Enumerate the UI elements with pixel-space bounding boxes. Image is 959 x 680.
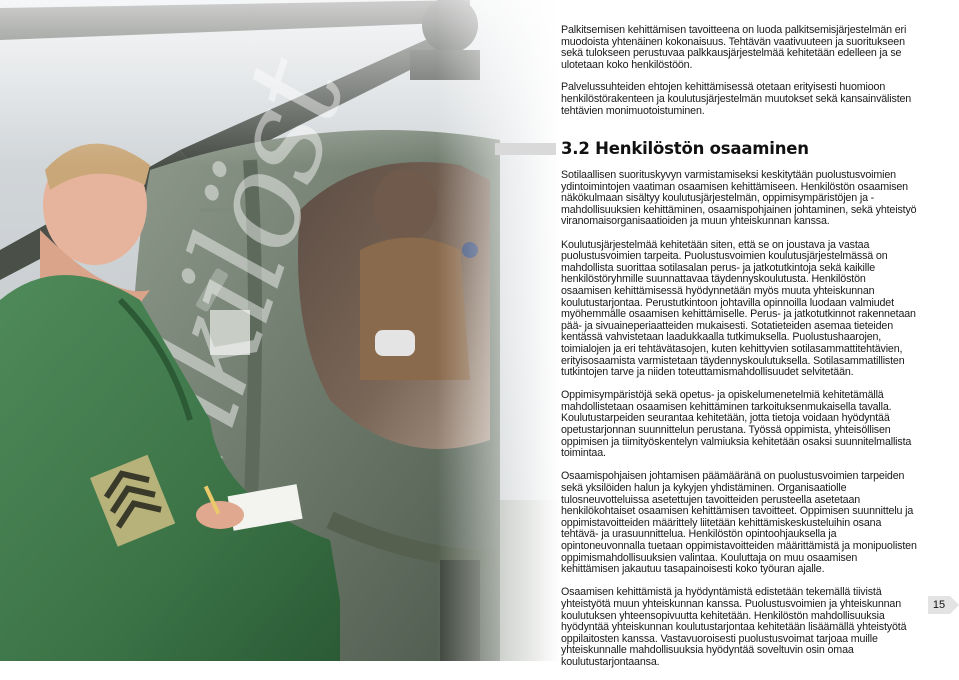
- paragraph: Osaamispohjaisen johtamisen päämääränä on puolustusvoimien tarpeiden sekä yksilöiden halun ja kykyjen yhdistäminen. Organisaatiolle tulosneuvotteluissa asetettujen tavoitteiden perusteella asetetaan henkilökohtaiset osaamisen kehittämisen tavoitteet. Oppimisen suunnittelu ja oppimistavoitteiden määrittely liitetään kehittämiskeskusteluihin osana tehtävä- ja urasuunnittelua. Henkilöstön opintoohjauksella ja opintoneuvonnalla tuetaan oppimistavoitteiden määrittämistä ja monipuolisten oppimismahdollisuuksien valintaa. Kouluttaja on muu osaamisen kehittämisen jakautuu tasapainoisesti koko työuran ajalle.: [561, 470, 917, 576]
- paragraph: Osaamisen kehittämistä ja hyödyntämistä edistetään tekemällä tiivistä yhteistyötä muun yhteiskunnan kanssa. Puolustusvoimien ja yhteiskunnan koulutuksen yhteensopivuutta kehitetään. Henkilöstön mahdollisuuksia hyödyntää yhteiskunnan koulutustarjontaa kehitetään lisäämällä yhteistyötä oppilaitosten kanssa. Vastavuoroisesti puolustusvoimat tarjoaa muille yhteiskunnalle mahdollisuuksia hyödyntää soveltuvin osin omaa koulutustarjontaansa.: [561, 586, 907, 668]
- section-heading: 3.2 Henkilöstön osaaminen: [561, 139, 809, 158]
- heading-bar: [495, 143, 556, 155]
- section-body: [561, 170, 917, 680]
- section-heading-row: [495, 141, 915, 161]
- paragraph: Koulutusjärjestelmää kehitetään siten, että se on joustava ja vastaa puolustusvoimien tarpeita. Puolustusvoimien koulutusjärjestelmässä on mahdollista suorittaa sotilasalan perus- ja jatkotutkintoja sekä kaikille henkilöstöryhmille suunnattavaa täydennyskoulutusta. Henkilöstön osaamisen kehittämisessä hyödynnetään myös muuta yhteiskunnan koulutustarjontaa. Perustutkintoon johtavilla opinnoilla luodaan valmiudet myöhemmälle osaamisen kehittämiselle. Perus- ja jatkotutkinnot rakennetaan pää- ja sivuaineperiaatteiden mukaisesti. Sotatieteiden asemaa tieteiden kentässä vahvistetaan laadukkaalla tutkimuksella. Puolustushaarojen, toimialojen ja eri tehtävätasojen, kuten kehittyvien sotilasammattitehtävien, erityisosaamista varmistetaan täydennyskoulutuksella. Sotilasammatillisten tutkintojen tarve ja niiden toteuttamismahdollisuudet selvitetään.: [561, 238, 916, 379]
- paragraph: Sotilaallisen suorituskyvyn varmistamiseksi keskitytään puolustusvoimien ydintoimintojen vaatiman osaamisen kehittämiseen. Henkilöstön osaamisen näkökulmaan sisältyy koulutusjärjestelmän, oppimisympäristöjen ja -mahdollisuuksien kehittäminen, osaamispohjainen johtaminen, sekä yhteistyö viranomaisorganisaatioiden ja muun yhteiskunnan kanssa.: [561, 169, 917, 228]
- intro-text: [561, 25, 917, 117]
- page-number-tab: [928, 596, 950, 614]
- paragraph: Palkitsemisen kehittämisen tavoitteena on luoda palkitsemisjärjestelmän eri muodoista yhtenäinen kokonaisuus. Tehtävän vaativuuteen ja suoritukseen sekä tulokseen perustuvaa palkkausjärjestelmää kehitetään edelleen ja se ulotetaan koko henkilöstöön.: [561, 24, 907, 71]
- paragraph: Oppimisympäristöjä sekä opetus- ja opiskelumenetelmiä kehitetämällä mahdollistetaan osaamisen kehittäminen tarkoituksenmukaisella tavalla. Koulutustarpeiden seurantaa kehitetään, jotta tietoja voidaan hyödyntää opetustarjonnan suunnittelun perustana. Työssä oppimista, yhteisöllisen oppimisen ja tiimityöskentelyn valmiuksia kehitetään osaksi suunnitelmallista toimintaa.: [561, 389, 912, 460]
- paragraph: Palvelussuhteiden ehtojen kehittämisessä otetaan erityisesti huomioon henkilöstörakenteen ja koulutusjärjestelmän muutokset sekä kansainvälisten tehtävien monimuotoistuminen.: [561, 81, 912, 117]
- page-number: 15: [932, 599, 946, 611]
